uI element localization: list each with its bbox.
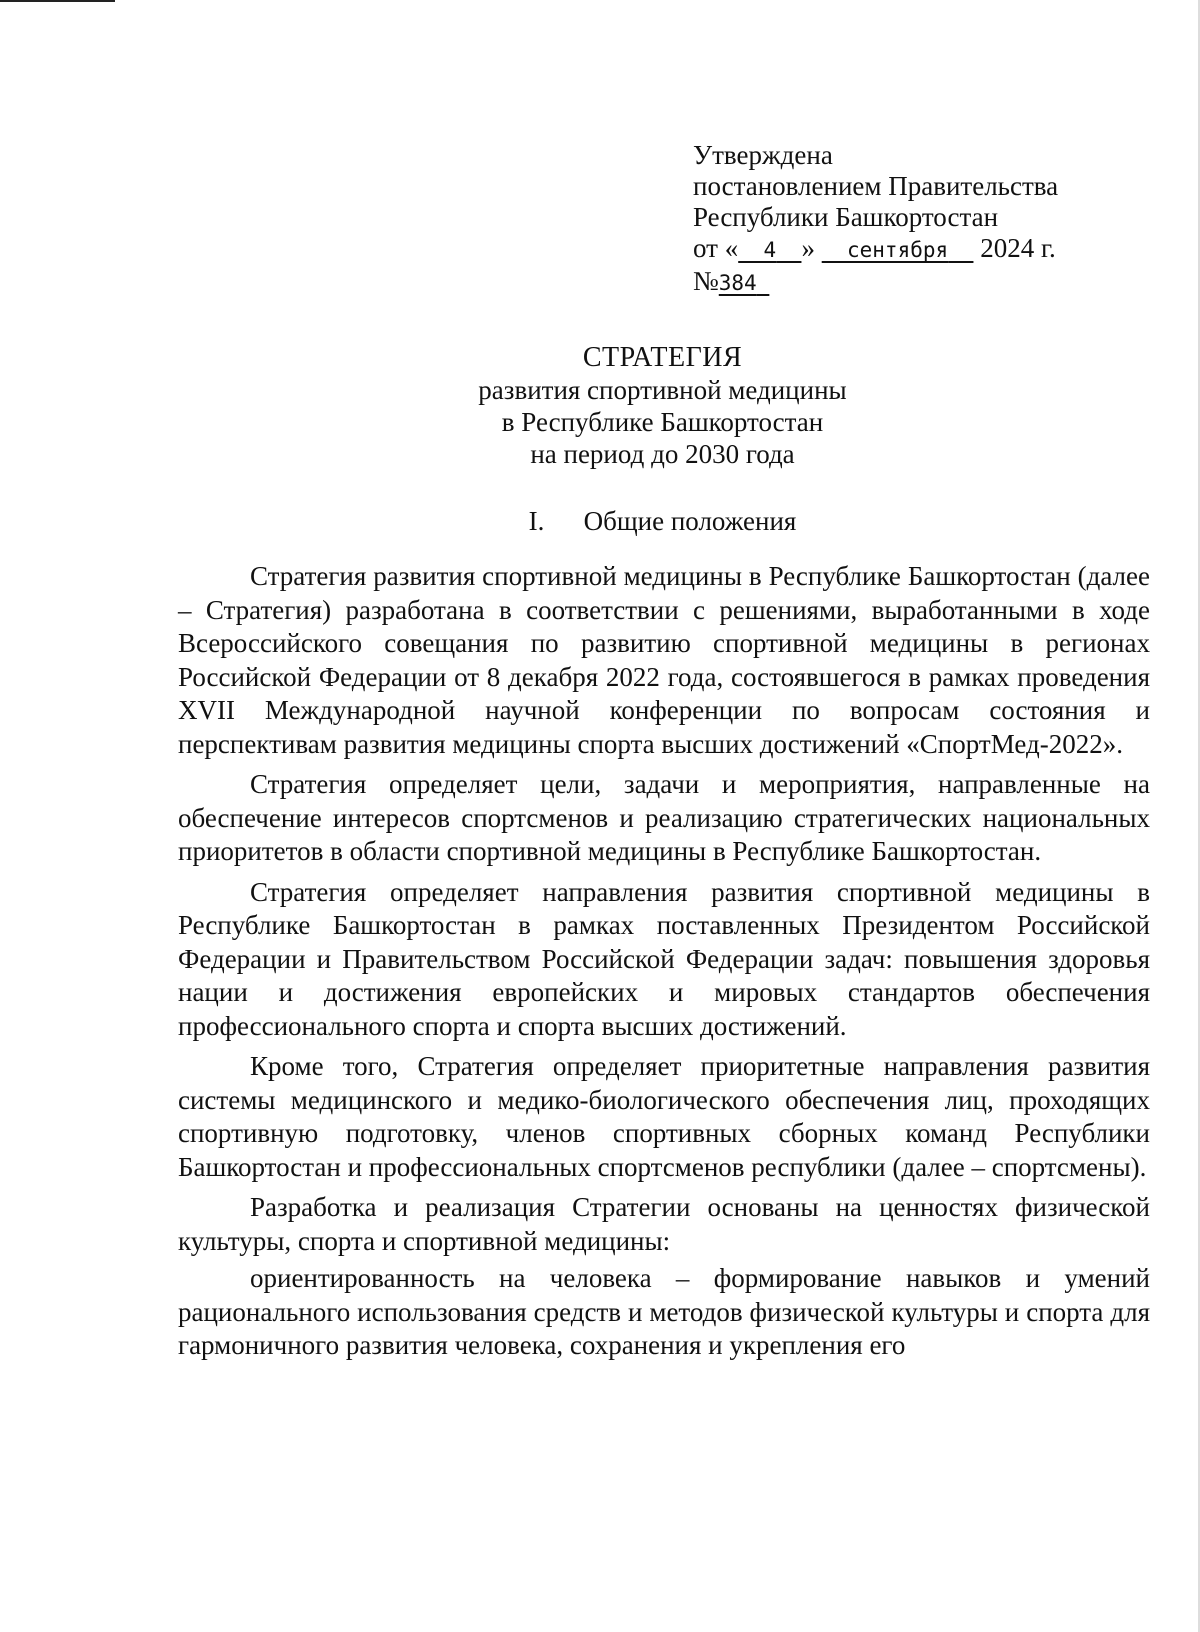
section-number: I. xyxy=(528,506,545,536)
date-mid: » xyxy=(801,233,815,263)
section-title: Общие положения xyxy=(583,506,797,536)
approval-stamp-block xyxy=(693,140,1153,299)
date-year: 2024 г. xyxy=(980,233,1056,263)
title-line: на период до 2030 года xyxy=(530,439,795,469)
scan-artifact xyxy=(0,0,115,2)
paragraph: Кроме того, Стратегия определяет приоритетные направления развития системы медицинского и медико-биологического обеспечения лиц, проходящих спортивную подготовку, членов спортивных сборных команд Республики Башкортостан и профессиональных спортсменов республики (далее – спортсмены). xyxy=(178,1051,1150,1182)
title-line: развития спортивной медицины xyxy=(478,375,847,405)
paragraph: Разработка и реализация Стратегии основаны на ценностях физической культуры, спорта и спортивной медицины: xyxy=(178,1192,1150,1256)
approval-number xyxy=(693,266,1153,299)
title-heading: СТРАТЕГИЯ xyxy=(582,342,743,373)
date-prefix: от « xyxy=(693,233,739,263)
number-value: 384 xyxy=(718,271,757,295)
body-text xyxy=(178,560,1150,1370)
document-title xyxy=(170,342,1155,470)
paragraph: Стратегия определяет цели, задачи и мероприятия, направленные на обеспечение интересов спортсменов и реализацию стратегических национальных приоритетов в области спортивной медицины в Республике Башкортостан. xyxy=(178,769,1150,866)
section-heading xyxy=(170,505,1155,537)
paragraph: Стратегия развития спортивной медицины в Республике Башкортостан (далее – Стратегия) разработана в соответствии с решениями, выработанными в ходе Всероссийского совещания по развитию спортивной медицины в регионах Российской Федерации от 8 декабря 2022 года, состоявшегося в рамках проведения XVII Международной научной конференции по вопросам состояния и перспективам развития медицины спорта высших достижений «СпортМед-2022». xyxy=(178,561,1150,759)
approval-date xyxy=(693,233,1153,266)
approval-line: Республики Башкортостан xyxy=(693,202,999,232)
date-month: сентября xyxy=(847,238,949,262)
title-line: в Республике Башкортостан xyxy=(501,407,824,437)
approval-line: постановлением Правительства xyxy=(693,171,1059,201)
paragraph: ориентированность на человека – формирование навыков и умений рационального использования средств и методов физической культуры и спорта для гармоничного развития человека, сохранения и укрепления его xyxy=(178,1263,1150,1360)
paragraph: Стратегия определяет направления развития спортивной медицины в Республике Башкортостан в рамках поставленных Президентом Российской Федерации и Правительством Российской Федерации задач: повышения здоровья нации и достижения европейских и мировых стандартов обеспечения профессионального спорта и спорта высших достижений. xyxy=(178,876,1150,1041)
number-prefix: № xyxy=(693,266,719,296)
date-day: 4 xyxy=(763,238,777,262)
approval-line: Утверждена xyxy=(693,140,833,170)
